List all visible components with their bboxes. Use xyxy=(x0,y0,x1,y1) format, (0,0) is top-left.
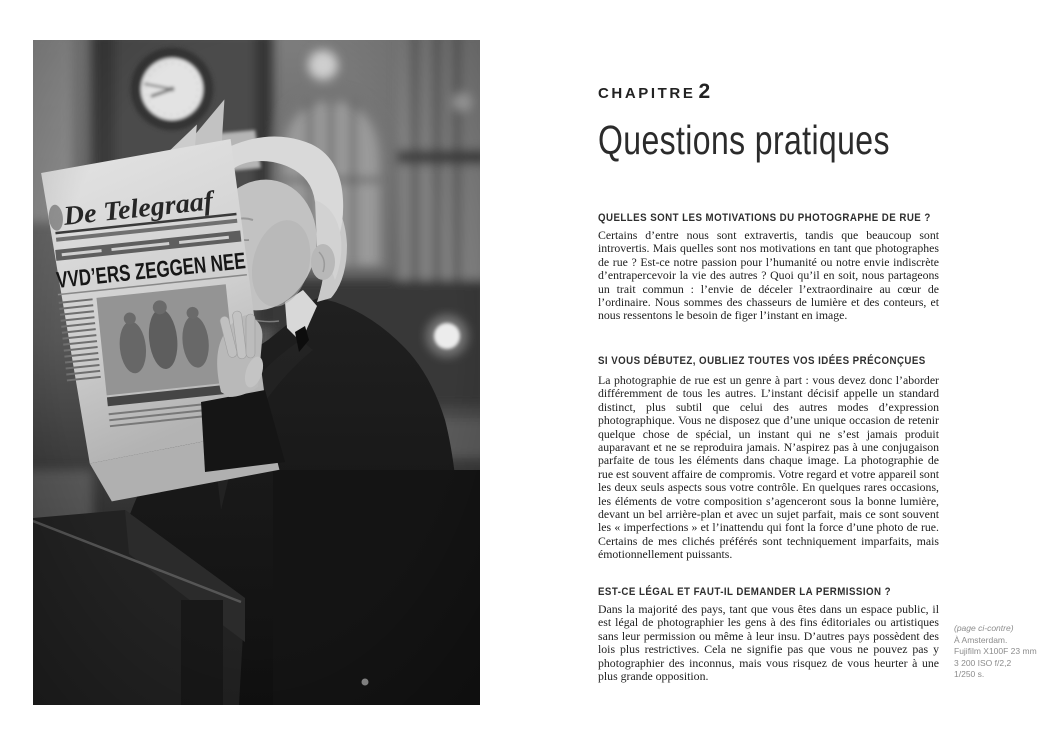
caption-line: À Amsterdam. xyxy=(954,634,1008,645)
section-heading-debutez: SI VOUS DÉBUTEZ, OUBLIEZ TOUTES VOS IDÉES PRÉCONÇUES xyxy=(598,355,926,367)
page-title: Questions pratiques xyxy=(598,117,890,163)
chapter-word: CHAPITRE xyxy=(598,85,696,102)
street-photo xyxy=(33,40,480,705)
section-body-motivations: Certains d’entre nous sont extravertis, tandis que beaucoup sont introvertis. Mais quelles sont nos motivations en tant que photographes de rue ? Est-ce notre passion pour l’humanité ou notre envie indiscrète d’entrapercevoir la vie des autres ? Quoi qu’il en soit, nous partageons un trait commun : l’envie de déceler l’extraordinaire au cœur de l’ordinaire. Nous sommes des chasseurs de lumière et des conteurs, et nous ressentons le besoin de figer l’instant en image. xyxy=(598,228,939,323)
caption-line: Fujifilm X100F 23 mm xyxy=(954,646,1037,657)
section-heading-legal: EST-CE LÉGAL ET FAUT-IL DEMANDER LA PERMISSION ? xyxy=(598,586,891,598)
chapter-number: 2 xyxy=(698,80,711,103)
section-heading-motivations: QUELLES SONT LES MOTIVATIONS DU PHOTOGRAPHE DE RUE ? xyxy=(598,212,931,224)
photo-caption xyxy=(954,623,1054,681)
chapter-label xyxy=(598,80,939,104)
section-body-legal: Dans la majorité des pays, tant que vous êtes dans un espace public, il est légal de photographier les gens à des fins éditoriales ou artistiques sans leur permission ou même à leur insu. D’autres pays possèdent des lois plus restrictives. Cela ne signifie pas que vous ne pouvez pas y photographier des inconnus, mais vous risquez de vous heurter à une plus grande opposition. xyxy=(598,602,939,684)
street-photo-canvas xyxy=(33,40,480,705)
caption-line: (page ci-contre) xyxy=(954,623,1014,633)
section-body-debutez: La photographie de rue est un genre à part : vous devez donc l’aborder différemment de tous les autres. L’instant décisif appelle un standard distinct, plus subtil que celui des autres modes d’expression photographique. Vous ne disposez que d’une unique occasion de retenir quelque chose de spécial, un instant qui ne s’est jamais produit auparavant et ne se reproduira jamais. N’aspirez pas à une conjugaison parfaite de tous les éléments dans chaque image. La photographie de rue est souvent affaire de compromis. Votre regard et votre appareil sont les deux seuls aspects sous votre contrôle. En quelques rares occasions, les éléments de votre composition s’agenceront sous la bonne lumière, devant un bel arrière-plan et avec un sujet parfait, mais ce sont souvent les « imperfections » et l’inattendu qui font la force d’une photo de rue. Certains de mes clichés préférés sont techniquement imparfaits, mais émotionnellement puissants. xyxy=(598,373,939,562)
photo-vignette xyxy=(33,40,480,705)
caption-line: 3 200 ISO f/2,2 xyxy=(954,657,1012,668)
caption-line: 1/250 s. xyxy=(954,669,985,680)
